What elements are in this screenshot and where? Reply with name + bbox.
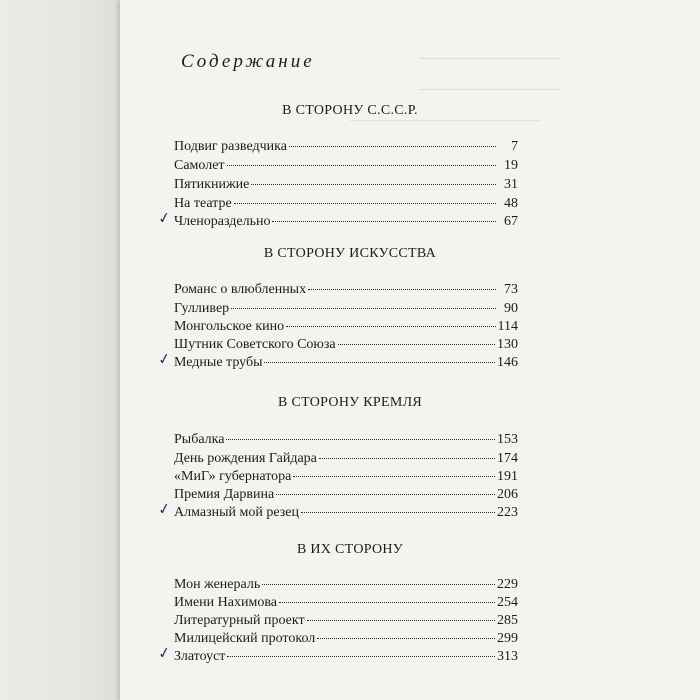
toc-entry[interactable] xyxy=(174,612,518,630)
entry-title: Литературный проект xyxy=(174,613,305,628)
toc-entry[interactable] xyxy=(174,648,518,666)
leader-dots xyxy=(317,638,495,639)
entry-title: Алмазный мой резец xyxy=(174,505,299,520)
entry-page: 191 xyxy=(497,469,518,484)
entry-title: Премия Дарвина xyxy=(174,487,275,502)
leader-dots xyxy=(264,362,495,363)
entry-page: 73 xyxy=(504,282,518,297)
leader-dots xyxy=(301,512,495,513)
entry-title: День рождения Гайдара xyxy=(174,451,317,466)
leader-dots xyxy=(279,602,495,603)
entry-page: 31 xyxy=(504,177,518,192)
entry-page: 254 xyxy=(497,595,518,610)
handwritten-check-mark: ✓ xyxy=(156,349,173,369)
leader-dots xyxy=(293,476,495,477)
entry-page: 48 xyxy=(504,196,518,211)
toc-entry[interactable] xyxy=(174,157,518,175)
leader-dots xyxy=(289,146,496,147)
leader-dots xyxy=(338,344,495,345)
handwritten-check-mark: ✓ xyxy=(156,499,173,519)
toc-entry[interactable] xyxy=(174,213,518,231)
entry-page: 67 xyxy=(504,214,518,229)
toc-entry[interactable] xyxy=(174,594,518,612)
entry-page: 285 xyxy=(497,613,518,628)
entry-title: Монгольское кино xyxy=(174,319,285,334)
leader-dots xyxy=(231,308,496,309)
section-title: В ИХ СТОРОНУ xyxy=(296,542,404,557)
leader-dots xyxy=(226,439,495,440)
show-through-text xyxy=(420,58,560,90)
entry-title: Романс о влюбленных xyxy=(174,282,307,297)
entry-title: Мон женераль xyxy=(174,577,261,592)
handwritten-check-mark: ✓ xyxy=(156,643,173,663)
leader-dots xyxy=(234,203,496,204)
toc-entry[interactable] xyxy=(174,318,518,336)
toc-entry[interactable] xyxy=(174,431,518,449)
toc-entry[interactable] xyxy=(174,354,518,372)
leader-dots xyxy=(319,458,495,459)
entry-title: Рыбалка xyxy=(174,432,225,447)
entry-page: 206 xyxy=(497,487,518,502)
page-title: Содержание xyxy=(181,51,315,72)
toc-entry[interactable] xyxy=(174,138,518,156)
entry-page: 114 xyxy=(497,319,518,334)
toc-entry[interactable] xyxy=(174,486,518,504)
leader-dots xyxy=(276,494,495,495)
entry-page: 7 xyxy=(511,139,518,154)
leader-dots xyxy=(308,289,496,290)
toc-entry[interactable] xyxy=(174,281,518,299)
entry-page: 313 xyxy=(497,649,518,664)
show-through-text xyxy=(350,120,540,137)
leader-dots xyxy=(227,656,495,657)
section-title: В СТОРОНУ ИСКУССТВА xyxy=(263,246,437,261)
entry-title: Членораздельно xyxy=(174,214,271,229)
entry-page: 229 xyxy=(497,577,518,592)
leader-dots xyxy=(227,165,496,166)
handwritten-check-mark: ✓ xyxy=(156,208,173,228)
toc-entry[interactable] xyxy=(174,630,518,648)
entry-page: 299 xyxy=(497,631,518,646)
entry-title: На театре xyxy=(174,196,232,211)
entry-title: Пятикнижие xyxy=(174,177,250,192)
toc-entry[interactable] xyxy=(174,195,518,213)
entry-page: 153 xyxy=(497,432,518,447)
entry-title: Самолет xyxy=(174,158,225,173)
entry-title: Имени Нахимова xyxy=(174,595,277,610)
toc-entry[interactable] xyxy=(174,336,518,354)
entry-page: 130 xyxy=(497,337,518,352)
section-title: В СТОРОНУ КРЕМЛЯ xyxy=(278,395,422,410)
entry-page: 90 xyxy=(504,301,518,316)
page-edge xyxy=(0,0,120,700)
entry-title: Златоуст xyxy=(174,649,226,664)
toc-entry[interactable] xyxy=(174,176,518,194)
entry-title: Шутник Советского Союза xyxy=(174,337,336,352)
entry-title: Подвиг разведчика xyxy=(174,139,287,154)
entry-page: 223 xyxy=(497,505,518,520)
toc-entry[interactable] xyxy=(174,300,518,318)
entry-page: 146 xyxy=(497,355,518,370)
entry-page: 19 xyxy=(504,158,518,173)
leader-dots xyxy=(286,326,495,327)
leader-dots xyxy=(251,184,496,185)
toc-entry[interactable] xyxy=(174,468,518,486)
toc-entry[interactable] xyxy=(174,504,518,522)
entry-title: Гулливер xyxy=(174,301,230,316)
entry-title: Медные трубы xyxy=(174,355,263,370)
leader-dots xyxy=(272,221,496,222)
entry-title: «МиГ» губернатора xyxy=(174,469,292,484)
leader-dots xyxy=(307,620,495,621)
toc-entry[interactable] xyxy=(174,576,518,594)
entry-title: Милицейский протокол xyxy=(174,631,316,646)
entry-page: 174 xyxy=(497,451,518,466)
leader-dots xyxy=(262,584,495,585)
section-title: В СТОРОНУ С.С.С.Р. xyxy=(282,103,418,118)
toc-entry[interactable] xyxy=(174,450,518,468)
